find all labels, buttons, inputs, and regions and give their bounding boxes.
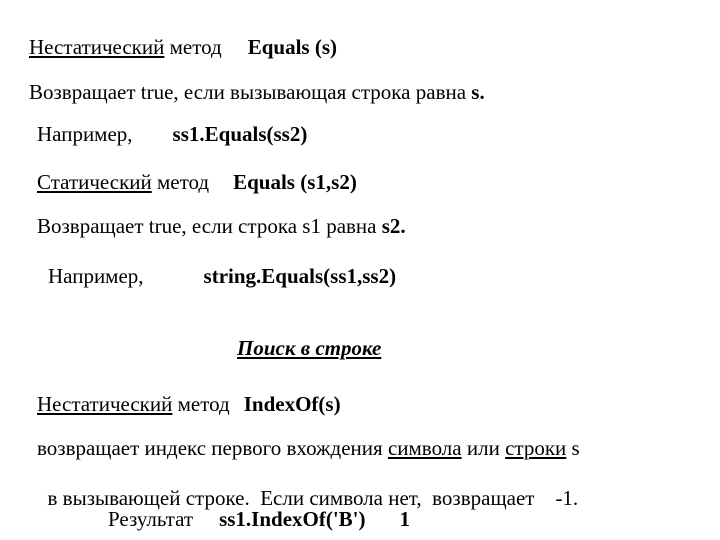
symbol-term: символа — [387, 436, 462, 460]
method-word: метод — [151, 170, 210, 194]
equals-nonstatic-example — [37, 122, 307, 146]
string-term: строки — [505, 436, 567, 460]
description-param: s2. — [381, 214, 406, 238]
equals-static-example — [48, 264, 396, 288]
equals-nonstatic-description — [29, 80, 485, 104]
result-code: ss1.IndexOf('B') — [219, 507, 366, 531]
example-code: string.Equals(ss1,ss2) — [203, 264, 397, 288]
description-text: возвращает индекс первого вхождения — [37, 436, 388, 460]
nonstatic-label: Нестатический — [29, 35, 165, 59]
description-text: Возвращает true, если вызывающая строка равна — [29, 80, 472, 104]
description-text: в вызывающей строке. Если символа нет, возвращает -1. — [47, 486, 579, 510]
section-heading: Поиск в строке — [237, 336, 382, 360]
description-text: Возвращает true, если строка s1 равна — [37, 214, 382, 238]
example-code: ss1.Equals(ss2) — [172, 122, 308, 146]
method-word: метод — [172, 392, 230, 416]
description-param: s. — [471, 80, 485, 104]
indexof-description-line2 — [37, 462, 578, 510]
indexof-result — [108, 507, 410, 531]
search-heading — [237, 336, 381, 360]
example-label: Например, — [48, 264, 144, 288]
result-value: 1 — [399, 507, 410, 531]
nonstatic-label: Нестатический — [37, 392, 173, 416]
example-label: Например, — [37, 122, 133, 146]
indexof-line — [37, 392, 341, 416]
indexof-description-line1 — [37, 436, 580, 460]
description-or: или — [461, 436, 506, 460]
equals-static-description — [37, 214, 406, 238]
equals-static-signature: Equals (s1,s2) — [233, 170, 357, 194]
equals-signature: Equals (s) — [247, 35, 337, 59]
equals-nonstatic-line — [29, 35, 337, 59]
static-label: Статический — [37, 170, 152, 194]
equals-static-line — [37, 170, 357, 194]
description-param: s — [566, 436, 580, 460]
indexof-signature: IndexOf(s) — [243, 392, 341, 416]
method-word: метод — [164, 35, 222, 59]
result-label: Результат — [108, 507, 194, 531]
